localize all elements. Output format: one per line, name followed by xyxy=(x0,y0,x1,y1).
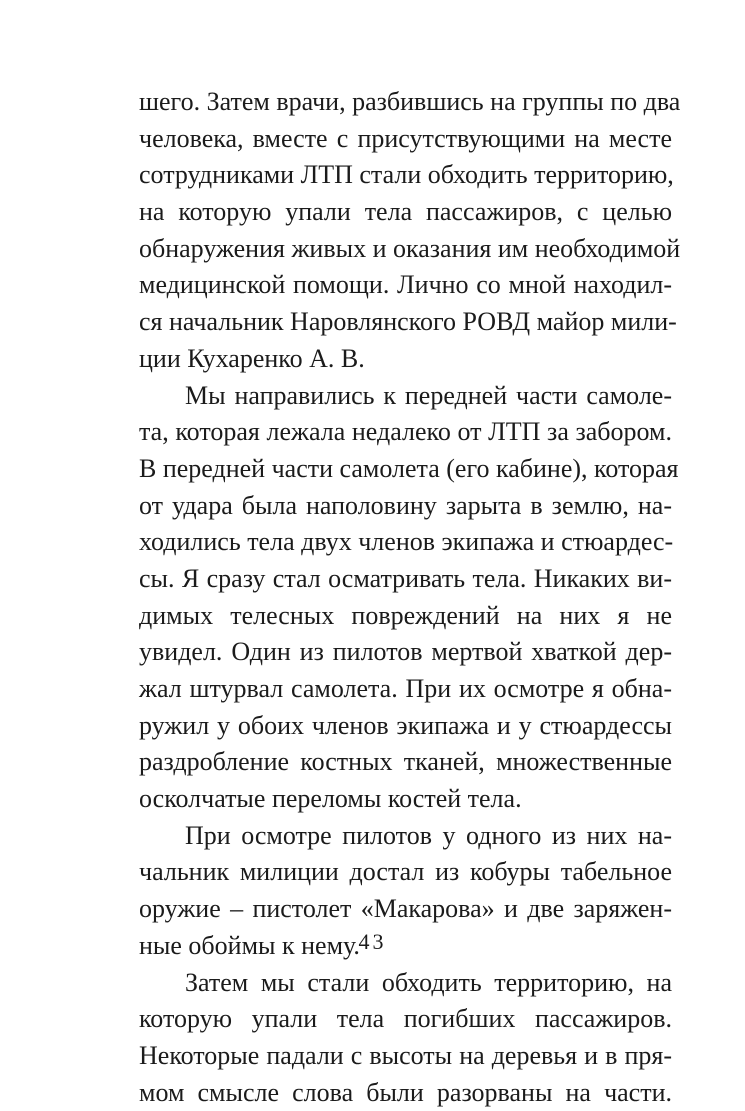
page-number: 43 xyxy=(358,929,387,954)
text-line: шего. Затем врачи, разбившись на группы по два xyxy=(139,87,681,116)
text-line: ружил у обоих членов экипажа и у стюардессы xyxy=(139,710,672,740)
text-line: димых телесных повреждений на них я не xyxy=(139,600,672,630)
text-line: ходились тела двух членов экипажа и стюардес- xyxy=(139,527,674,557)
text-line: ции Кухаренко А. В. xyxy=(139,343,365,373)
text-line: человека, вместе с присутствующими на месте xyxy=(139,123,672,153)
text-line: ся начальник Наровлянского РОВД майор мили- xyxy=(139,307,677,337)
text-line: осколчатые переломы костей тела. xyxy=(139,784,522,814)
text-line: раздробление костных тканей, множественные xyxy=(139,747,672,777)
text-line: увидел. Один из пилотов мертвой хваткой дер- xyxy=(139,637,672,667)
text-line: которую упали тела погибших пассажиров. xyxy=(139,1004,672,1034)
text-line: та, которая лежала недалеко от ЛТП за забором. xyxy=(139,417,672,447)
text-line: оружие – пистолет «Макарова» и две заряжен- xyxy=(139,894,672,924)
text-line: В передней части самолета (его кабине), которая xyxy=(139,453,679,483)
text-line: Некоторые падали с высоты на деревья и в пря- xyxy=(139,1040,672,1070)
text-line: Мы направились к передней части самоле- xyxy=(185,380,672,410)
text-line: сотрудниками ЛТП стали обходить территорию, xyxy=(139,160,674,190)
text-line: обнаружения живых и оказания им необходимой xyxy=(139,233,681,263)
text-line: на которую упали тела пассажиров, с целью xyxy=(139,197,672,227)
page-text xyxy=(139,84,681,1111)
text-line: Затем мы стали обходить территорию, на xyxy=(185,967,672,997)
text-line: жал штурвал самолета. При их осмотре я обна- xyxy=(139,674,672,703)
text-line: мом смысле слова были разорваны на части. xyxy=(139,1077,672,1107)
text-line: медицинской помощи. Лично со мной находил- xyxy=(139,270,672,300)
text-line: При осмотре пилотов у одного из них на- xyxy=(185,820,672,850)
text-line: сы. Я сразу стал осматривать тела. Никаких ви- xyxy=(139,563,672,593)
text-line: ные обоймы к нему. xyxy=(139,930,360,960)
text-line: от удара была наполовину зарыта в землю, на- xyxy=(139,490,672,520)
text-line: чальник милиции достал из кобуры табельное xyxy=(139,857,672,887)
